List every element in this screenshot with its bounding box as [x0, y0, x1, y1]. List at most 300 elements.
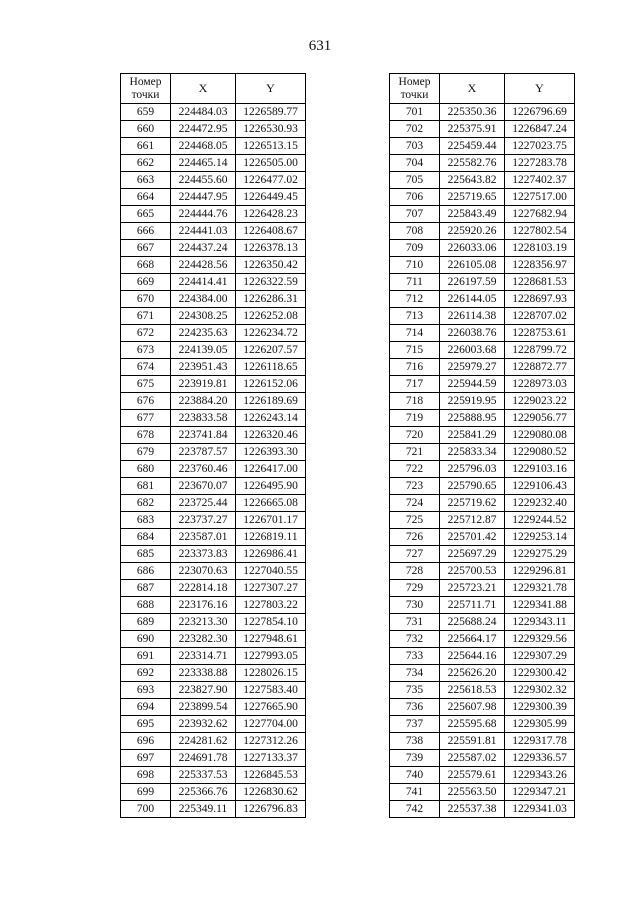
- cell-point-number: 711: [390, 274, 440, 291]
- cell-point-number: 720: [390, 427, 440, 444]
- cell-y: 1227517.00: [505, 189, 575, 206]
- cell-y: 1229341.88: [505, 597, 575, 614]
- cell-point-number: 723: [390, 478, 440, 495]
- cell-point-number: 692: [121, 665, 171, 682]
- cell-x: 224465.14: [171, 155, 236, 172]
- cell-point-number: 738: [390, 733, 440, 750]
- table-row: [121, 189, 306, 206]
- cell-y: 1226189.69: [236, 393, 306, 410]
- table-row: [121, 495, 306, 512]
- cell-x: 225337.53: [171, 767, 236, 784]
- cell-point-number: 742: [390, 801, 440, 818]
- cell-point-number: 700: [121, 801, 171, 818]
- table-row: [121, 784, 306, 801]
- table-row: [121, 614, 306, 631]
- cell-y: 1227682.94: [505, 206, 575, 223]
- cell-y: 1229347.21: [505, 784, 575, 801]
- cell-x: 223899.54: [171, 699, 236, 716]
- cell-x: 223373.83: [171, 546, 236, 563]
- cell-y: 1226417.00: [236, 461, 306, 478]
- table-row: [390, 223, 575, 240]
- cell-point-number: 725: [390, 512, 440, 529]
- table-row: [390, 563, 575, 580]
- table-row: [390, 614, 575, 631]
- cell-point-number: 727: [390, 546, 440, 563]
- cell-x: 224235.63: [171, 325, 236, 342]
- cell-y: 1227803.22: [236, 597, 306, 614]
- header-y: Y: [505, 74, 575, 104]
- table-row: [121, 393, 306, 410]
- cell-x: 225719.65: [440, 189, 505, 206]
- table-row: [390, 546, 575, 563]
- cell-x: 225595.68: [440, 716, 505, 733]
- cell-y: 1227948.61: [236, 631, 306, 648]
- table-row: [390, 597, 575, 614]
- coordinates-table-right: [389, 73, 575, 818]
- cell-x: 224468.05: [171, 138, 236, 155]
- cell-y: 1226428.23: [236, 206, 306, 223]
- cell-y: 1229307.29: [505, 648, 575, 665]
- cell-x: 223919.81: [171, 376, 236, 393]
- table-row: [390, 750, 575, 767]
- cell-y: 1226819.11: [236, 529, 306, 546]
- cell-point-number: 696: [121, 733, 171, 750]
- header-point-number-line2: точки: [400, 88, 429, 101]
- cell-y: 1226449.45: [236, 189, 306, 206]
- table-row: [121, 546, 306, 563]
- header-y: Y: [236, 74, 306, 104]
- cell-y: 1229321.78: [505, 580, 575, 597]
- cell-x: 226038.76: [440, 325, 505, 342]
- cell-y: 1226393.30: [236, 444, 306, 461]
- cell-x: 223213.30: [171, 614, 236, 631]
- cell-y: 1227023.75: [505, 138, 575, 155]
- cell-point-number: 703: [390, 138, 440, 155]
- table-row: [390, 274, 575, 291]
- cell-y: 1226589.77: [236, 104, 306, 121]
- cell-y: 1229232.40: [505, 495, 575, 512]
- cell-point-number: 676: [121, 393, 171, 410]
- cell-y: 1226796.83: [236, 801, 306, 818]
- cell-y: 1228872.77: [505, 359, 575, 376]
- header-point-number-line2: точки: [131, 88, 160, 101]
- cell-x: 225643.82: [440, 172, 505, 189]
- cell-x: 224414.41: [171, 274, 236, 291]
- table-row: [121, 716, 306, 733]
- cell-x: 223884.20: [171, 393, 236, 410]
- cell-point-number: 722: [390, 461, 440, 478]
- cell-y: 1226243.14: [236, 410, 306, 427]
- table-row: [121, 461, 306, 478]
- cell-x: 224691.78: [171, 750, 236, 767]
- cell-x: 223725.44: [171, 495, 236, 512]
- table-row: [390, 308, 575, 325]
- cell-point-number: 730: [390, 597, 440, 614]
- cell-y: 1226513.15: [236, 138, 306, 155]
- table-row: [390, 461, 575, 478]
- cell-y: 1227802.54: [505, 223, 575, 240]
- table-row: [390, 801, 575, 818]
- table-row: [121, 682, 306, 699]
- cell-y: 1226665.08: [236, 495, 306, 512]
- cell-point-number: 660: [121, 121, 171, 138]
- cell-point-number: 737: [390, 716, 440, 733]
- cell-point-number: 721: [390, 444, 440, 461]
- table-row: [121, 410, 306, 427]
- cell-x: 223827.90: [171, 682, 236, 699]
- cell-point-number: 732: [390, 631, 440, 648]
- table-row: [390, 512, 575, 529]
- table-row: [390, 121, 575, 138]
- cell-y: 1226207.57: [236, 342, 306, 359]
- cell-point-number: 734: [390, 665, 440, 682]
- table-row: [390, 155, 575, 172]
- cell-x: 225843.49: [440, 206, 505, 223]
- cell-y: 1228681.53: [505, 274, 575, 291]
- table-row: [390, 682, 575, 699]
- cell-y: 1226118.65: [236, 359, 306, 376]
- table-row: [121, 750, 306, 767]
- cell-y: 1226350.42: [236, 257, 306, 274]
- cell-y: 1229329.56: [505, 631, 575, 648]
- table-row: [390, 393, 575, 410]
- table-row: [390, 104, 575, 121]
- table-row: [390, 767, 575, 784]
- cell-point-number: 719: [390, 410, 440, 427]
- cell-y: 1229253.14: [505, 529, 575, 546]
- cell-y: 1229300.42: [505, 665, 575, 682]
- cell-x: 225537.38: [440, 801, 505, 818]
- cell-y: 1226320.46: [236, 427, 306, 444]
- table-row: [121, 478, 306, 495]
- header-point-number-line1: Номер: [398, 75, 431, 88]
- cell-x: 224444.76: [171, 206, 236, 223]
- cell-y: 1229023.22: [505, 393, 575, 410]
- cell-y: 1226847.24: [505, 121, 575, 138]
- table-row: [121, 121, 306, 138]
- cell-point-number: 705: [390, 172, 440, 189]
- cell-x: 223314.71: [171, 648, 236, 665]
- cell-point-number: 670: [121, 291, 171, 308]
- table-row: [390, 291, 575, 308]
- header-point-number-line1: Номер: [129, 75, 162, 88]
- cell-point-number: 713: [390, 308, 440, 325]
- cell-point-number: 690: [121, 631, 171, 648]
- cell-x: 225841.29: [440, 427, 505, 444]
- cell-y: 1229302.32: [505, 682, 575, 699]
- cell-point-number: 736: [390, 699, 440, 716]
- cell-point-number: 708: [390, 223, 440, 240]
- cell-y: 1229080.08: [505, 427, 575, 444]
- cell-y: 1227993.05: [236, 648, 306, 665]
- cell-x: 225700.53: [440, 563, 505, 580]
- coordinates-table-left: [120, 73, 306, 818]
- cell-y: 1227283.78: [505, 155, 575, 172]
- cell-y: 1226152.06: [236, 376, 306, 393]
- cell-point-number: 699: [121, 784, 171, 801]
- cell-x: 224455.60: [171, 172, 236, 189]
- cell-point-number: 685: [121, 546, 171, 563]
- cell-y: 1228103.19: [505, 240, 575, 257]
- header-x: X: [171, 74, 236, 104]
- cell-y: 1226495.90: [236, 478, 306, 495]
- cell-x: 225563.50: [440, 784, 505, 801]
- table-row: [121, 138, 306, 155]
- cell-point-number: 669: [121, 274, 171, 291]
- cell-x: 223176.16: [171, 597, 236, 614]
- cell-x: 223282.30: [171, 631, 236, 648]
- cell-y: 1229336.57: [505, 750, 575, 767]
- cell-point-number: 686: [121, 563, 171, 580]
- table-header-row: [390, 74, 575, 104]
- cell-x: 226144.05: [440, 291, 505, 308]
- table-row: [390, 580, 575, 597]
- table-row: [390, 138, 575, 155]
- table-row: [121, 325, 306, 342]
- cell-x: 224447.95: [171, 189, 236, 206]
- cell-y: 1226286.31: [236, 291, 306, 308]
- cell-point-number: 733: [390, 648, 440, 665]
- cell-point-number: 693: [121, 682, 171, 699]
- table-row: [121, 291, 306, 308]
- table-row: [390, 240, 575, 257]
- table-row: [390, 529, 575, 546]
- cell-x: 224308.25: [171, 308, 236, 325]
- cell-x: 225579.61: [440, 767, 505, 784]
- cell-point-number: 709: [390, 240, 440, 257]
- table-row: [390, 359, 575, 376]
- cell-x: 225723.21: [440, 580, 505, 597]
- cell-point-number: 680: [121, 461, 171, 478]
- cell-x: 223670.07: [171, 478, 236, 495]
- cell-point-number: 731: [390, 614, 440, 631]
- cell-point-number: 673: [121, 342, 171, 359]
- cell-y: 1228356.97: [505, 257, 575, 274]
- table-row: [390, 478, 575, 495]
- cell-x: 225618.53: [440, 682, 505, 699]
- cell-x: 224428.56: [171, 257, 236, 274]
- cell-point-number: 724: [390, 495, 440, 512]
- cell-x: 225349.11: [171, 801, 236, 818]
- cell-x: 225459.44: [440, 138, 505, 155]
- cell-x: 225664.17: [440, 631, 505, 648]
- cell-y: 1226234.72: [236, 325, 306, 342]
- table-row: [121, 597, 306, 614]
- table-row: [121, 648, 306, 665]
- cell-x: 225350.36: [440, 104, 505, 121]
- cell-point-number: 740: [390, 767, 440, 784]
- cell-x: 225712.87: [440, 512, 505, 529]
- cell-x: 225591.81: [440, 733, 505, 750]
- cell-x: 224384.00: [171, 291, 236, 308]
- cell-y: 1226477.02: [236, 172, 306, 189]
- cell-point-number: 674: [121, 359, 171, 376]
- cell-y: 1226986.41: [236, 546, 306, 563]
- cell-y: 1227854.10: [236, 614, 306, 631]
- cell-point-number: 664: [121, 189, 171, 206]
- cell-point-number: 704: [390, 155, 440, 172]
- table-row: [121, 342, 306, 359]
- cell-x: 225711.71: [440, 597, 505, 614]
- cell-x: 225626.20: [440, 665, 505, 682]
- table-row: [121, 376, 306, 393]
- cell-point-number: 707: [390, 206, 440, 223]
- cell-x: 225607.98: [440, 699, 505, 716]
- cell-y: 1228707.02: [505, 308, 575, 325]
- cell-point-number: 663: [121, 172, 171, 189]
- cell-x: 225701.42: [440, 529, 505, 546]
- cell-x: 225919.95: [440, 393, 505, 410]
- table-row: [121, 104, 306, 121]
- cell-x: 223951.43: [171, 359, 236, 376]
- table-row: [390, 172, 575, 189]
- cell-point-number: 662: [121, 155, 171, 172]
- cell-x: 223741.84: [171, 427, 236, 444]
- cell-y: 1227133.37: [236, 750, 306, 767]
- cell-x: 225920.26: [440, 223, 505, 240]
- cell-x: 224484.03: [171, 104, 236, 121]
- table-row: [390, 206, 575, 223]
- table-row: [390, 444, 575, 461]
- table-row: [121, 733, 306, 750]
- cell-point-number: 672: [121, 325, 171, 342]
- cell-x: 226114.38: [440, 308, 505, 325]
- cell-x: 225375.91: [440, 121, 505, 138]
- cell-y: 1226378.13: [236, 240, 306, 257]
- cell-y: 1229341.03: [505, 801, 575, 818]
- cell-y: 1227040.55: [236, 563, 306, 580]
- table-row: [121, 274, 306, 291]
- cell-point-number: 715: [390, 342, 440, 359]
- cell-x: 225979.27: [440, 359, 505, 376]
- cell-point-number: 729: [390, 580, 440, 597]
- table-row: [121, 767, 306, 784]
- cell-point-number: 667: [121, 240, 171, 257]
- table-row: [390, 784, 575, 801]
- table-row: [390, 495, 575, 512]
- header-point-number: [390, 74, 440, 104]
- cell-x: 222814.18: [171, 580, 236, 597]
- header-x: X: [440, 74, 505, 104]
- table-row: [390, 427, 575, 444]
- cell-x: 223587.01: [171, 529, 236, 546]
- cell-x: 225366.76: [171, 784, 236, 801]
- cell-x: 225582.76: [440, 155, 505, 172]
- cell-point-number: 679: [121, 444, 171, 461]
- cell-y: 1229300.39: [505, 699, 575, 716]
- table-row: [121, 257, 306, 274]
- table-row: [121, 529, 306, 546]
- cell-y: 1229244.52: [505, 512, 575, 529]
- cell-point-number: 710: [390, 257, 440, 274]
- cell-point-number: 683: [121, 512, 171, 529]
- cell-point-number: 668: [121, 257, 171, 274]
- cell-x: 225697.29: [440, 546, 505, 563]
- cell-x: 225719.62: [440, 495, 505, 512]
- cell-x: 225587.02: [440, 750, 505, 767]
- cell-y: 1228799.72: [505, 342, 575, 359]
- cell-y: 1227665.90: [236, 699, 306, 716]
- table-row: [390, 410, 575, 427]
- cell-point-number: 718: [390, 393, 440, 410]
- cell-point-number: 717: [390, 376, 440, 393]
- table-row: [121, 801, 306, 818]
- cell-y: 1229296.81: [505, 563, 575, 580]
- cell-x: 225688.24: [440, 614, 505, 631]
- cell-y: 1226796.69: [505, 104, 575, 121]
- cell-point-number: 706: [390, 189, 440, 206]
- cell-point-number: 682: [121, 495, 171, 512]
- cell-x: 224281.62: [171, 733, 236, 750]
- cell-x: 223737.27: [171, 512, 236, 529]
- cell-x: 224437.24: [171, 240, 236, 257]
- table-row: [121, 206, 306, 223]
- cell-point-number: 741: [390, 784, 440, 801]
- table-header-row: [121, 74, 306, 104]
- cell-x: 223070.63: [171, 563, 236, 580]
- cell-y: 1229317.78: [505, 733, 575, 750]
- cell-y: 1227307.27: [236, 580, 306, 597]
- cell-point-number: 701: [390, 104, 440, 121]
- cell-point-number: 687: [121, 580, 171, 597]
- table-row: [121, 172, 306, 189]
- table-row: [390, 342, 575, 359]
- cell-point-number: 739: [390, 750, 440, 767]
- cell-point-number: 694: [121, 699, 171, 716]
- table-row: [121, 240, 306, 257]
- cell-point-number: 661: [121, 138, 171, 155]
- cell-point-number: 695: [121, 716, 171, 733]
- table-row: [121, 665, 306, 682]
- cell-y: 1227583.40: [236, 682, 306, 699]
- cell-y: 1228697.93: [505, 291, 575, 308]
- table-row: [121, 699, 306, 716]
- page-number: 631: [308, 38, 332, 54]
- cell-x: 226105.08: [440, 257, 505, 274]
- cell-x: 225796.03: [440, 461, 505, 478]
- cell-point-number: 689: [121, 614, 171, 631]
- cell-y: 1229106.43: [505, 478, 575, 495]
- cell-point-number: 726: [390, 529, 440, 546]
- cell-y: 1228973.03: [505, 376, 575, 393]
- table-row: [121, 223, 306, 240]
- cell-x: 225944.59: [440, 376, 505, 393]
- cell-point-number: 735: [390, 682, 440, 699]
- cell-x: 224139.05: [171, 342, 236, 359]
- cell-y: 1227704.00: [236, 716, 306, 733]
- cell-x: 226003.68: [440, 342, 505, 359]
- table-row: [390, 189, 575, 206]
- cell-point-number: 728: [390, 563, 440, 580]
- cell-y: 1229343.26: [505, 767, 575, 784]
- cell-point-number: 688: [121, 597, 171, 614]
- table-row: [121, 155, 306, 172]
- table-row: [121, 563, 306, 580]
- cell-point-number: 681: [121, 478, 171, 495]
- table-row: [390, 325, 575, 342]
- cell-point-number: 702: [390, 121, 440, 138]
- table-row: [390, 699, 575, 716]
- cell-x: 223760.46: [171, 461, 236, 478]
- cell-x: 226197.59: [440, 274, 505, 291]
- cell-x: 223932.62: [171, 716, 236, 733]
- cell-point-number: 678: [121, 427, 171, 444]
- cell-point-number: 697: [121, 750, 171, 767]
- table-row: [121, 580, 306, 597]
- table-row: [390, 733, 575, 750]
- cell-y: 1226252.08: [236, 308, 306, 325]
- cell-y: 1229103.16: [505, 461, 575, 478]
